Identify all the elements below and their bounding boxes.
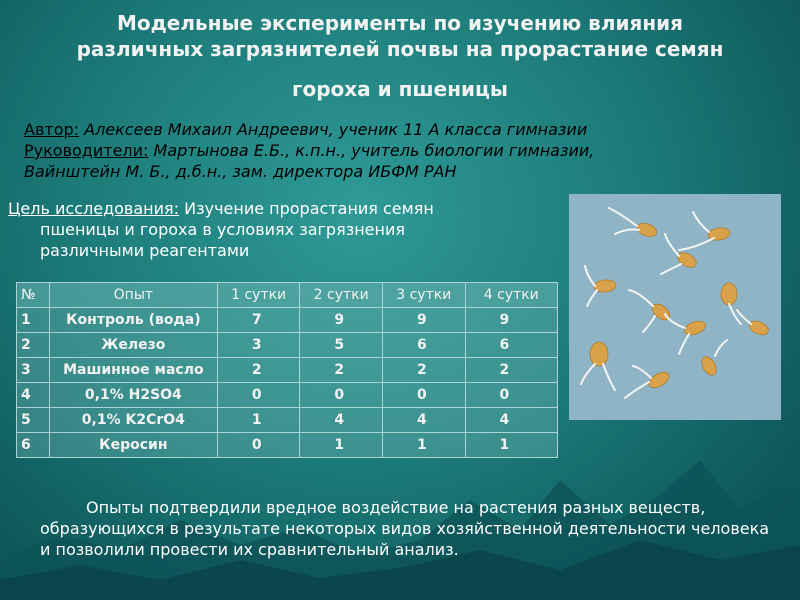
supervisors-label: Руководители: bbox=[24, 141, 149, 160]
table-row bbox=[17, 333, 558, 358]
cell-value: 0 bbox=[382, 383, 465, 408]
table-header-row bbox=[17, 283, 558, 308]
table-row bbox=[17, 383, 558, 408]
supervisors-text: Мартынова Е.Б., к.п.н., учитель биологии гимназии, bbox=[148, 141, 595, 160]
author-text: Алексеев Михаил Андреевич, ученик 11 А класса гимназии bbox=[79, 120, 588, 139]
cell-experiment: 0,1% H2SO4 bbox=[49, 383, 217, 408]
cell-value: 2 bbox=[465, 358, 557, 383]
cell-number: 6 bbox=[17, 433, 50, 458]
cell-value: 2 bbox=[382, 358, 465, 383]
cell-value: 0 bbox=[300, 383, 383, 408]
cell-value: 9 bbox=[382, 308, 465, 333]
cell-number: 4 bbox=[17, 383, 50, 408]
cell-value: 6 bbox=[465, 333, 557, 358]
cell-experiment: Керосин bbox=[49, 433, 217, 458]
cell-value: 7 bbox=[217, 308, 300, 333]
cell-experiment: Контроль (вода) bbox=[49, 308, 217, 333]
cell-value: 0 bbox=[217, 433, 300, 458]
goal-label: Цель исследования: bbox=[8, 199, 180, 218]
title-line-3: гороха и пшеницы bbox=[292, 77, 508, 101]
cell-value: 6 bbox=[382, 333, 465, 358]
results-table bbox=[16, 282, 558, 458]
goal-line-1: Изучение прорастания семян bbox=[179, 199, 434, 218]
table-row bbox=[17, 358, 558, 383]
header-number: № bbox=[17, 283, 50, 308]
cell-experiment: 0,1% K2CrO4 bbox=[49, 408, 217, 433]
cell-value: 1 bbox=[465, 433, 557, 458]
cell-number: 2 bbox=[17, 333, 50, 358]
title-line-2: различных загрязнителей почвы на прорастание семян bbox=[76, 37, 724, 61]
sprouted-seeds-photo bbox=[569, 194, 781, 420]
cell-value: 9 bbox=[300, 308, 383, 333]
cell-value: 0 bbox=[465, 383, 557, 408]
cell-value: 2 bbox=[217, 358, 300, 383]
table-row bbox=[17, 433, 558, 458]
author-label: Автор: bbox=[24, 120, 80, 139]
cell-value: 1 bbox=[300, 433, 383, 458]
research-goal bbox=[8, 198, 548, 261]
header-day-1: 1 сутки bbox=[217, 283, 300, 308]
cell-value: 3 bbox=[217, 333, 300, 358]
header-day-4: 4 сутки bbox=[465, 283, 557, 308]
cell-value: 4 bbox=[382, 408, 465, 433]
author-block bbox=[24, 119, 764, 182]
cell-number: 1 bbox=[17, 308, 50, 333]
header-day-3: 3 сутки bbox=[382, 283, 465, 308]
goal-line-3: различными реагентами bbox=[40, 241, 250, 260]
slide-title bbox=[20, 10, 780, 102]
goal-line-2: пшеницы и гороха в условиях загрязнения bbox=[40, 220, 405, 239]
cell-experiment: Машинное масло bbox=[49, 358, 217, 383]
cell-value: 2 bbox=[300, 358, 383, 383]
title-line-1: Модельные эксперименты по изучению влияния bbox=[116, 11, 683, 35]
cell-number: 5 bbox=[17, 408, 50, 433]
table-row bbox=[17, 408, 558, 433]
table-row bbox=[17, 308, 558, 333]
header-day-2: 2 сутки bbox=[300, 283, 383, 308]
supervisors-text-2: Вайнштейн М. Б., д.б.н., зам. директора ИБФМ РАН bbox=[24, 162, 457, 181]
cell-value: 0 bbox=[217, 383, 300, 408]
conclusion-text: Опыты подтвердили вредное воздействие на растения разных веществ, образующихся в результате некоторых видов хозяйственной деятельности человека и позволили провести их сравнительный анализ. bbox=[40, 498, 770, 559]
cell-number: 3 bbox=[17, 358, 50, 383]
cell-value: 4 bbox=[465, 408, 557, 433]
cell-value: 5 bbox=[300, 333, 383, 358]
header-experiment: Опыт bbox=[49, 283, 217, 308]
cell-value: 1 bbox=[382, 433, 465, 458]
cell-value: 1 bbox=[217, 408, 300, 433]
cell-value: 4 bbox=[300, 408, 383, 433]
cell-experiment: Железо bbox=[49, 333, 217, 358]
cell-value: 9 bbox=[465, 308, 557, 333]
